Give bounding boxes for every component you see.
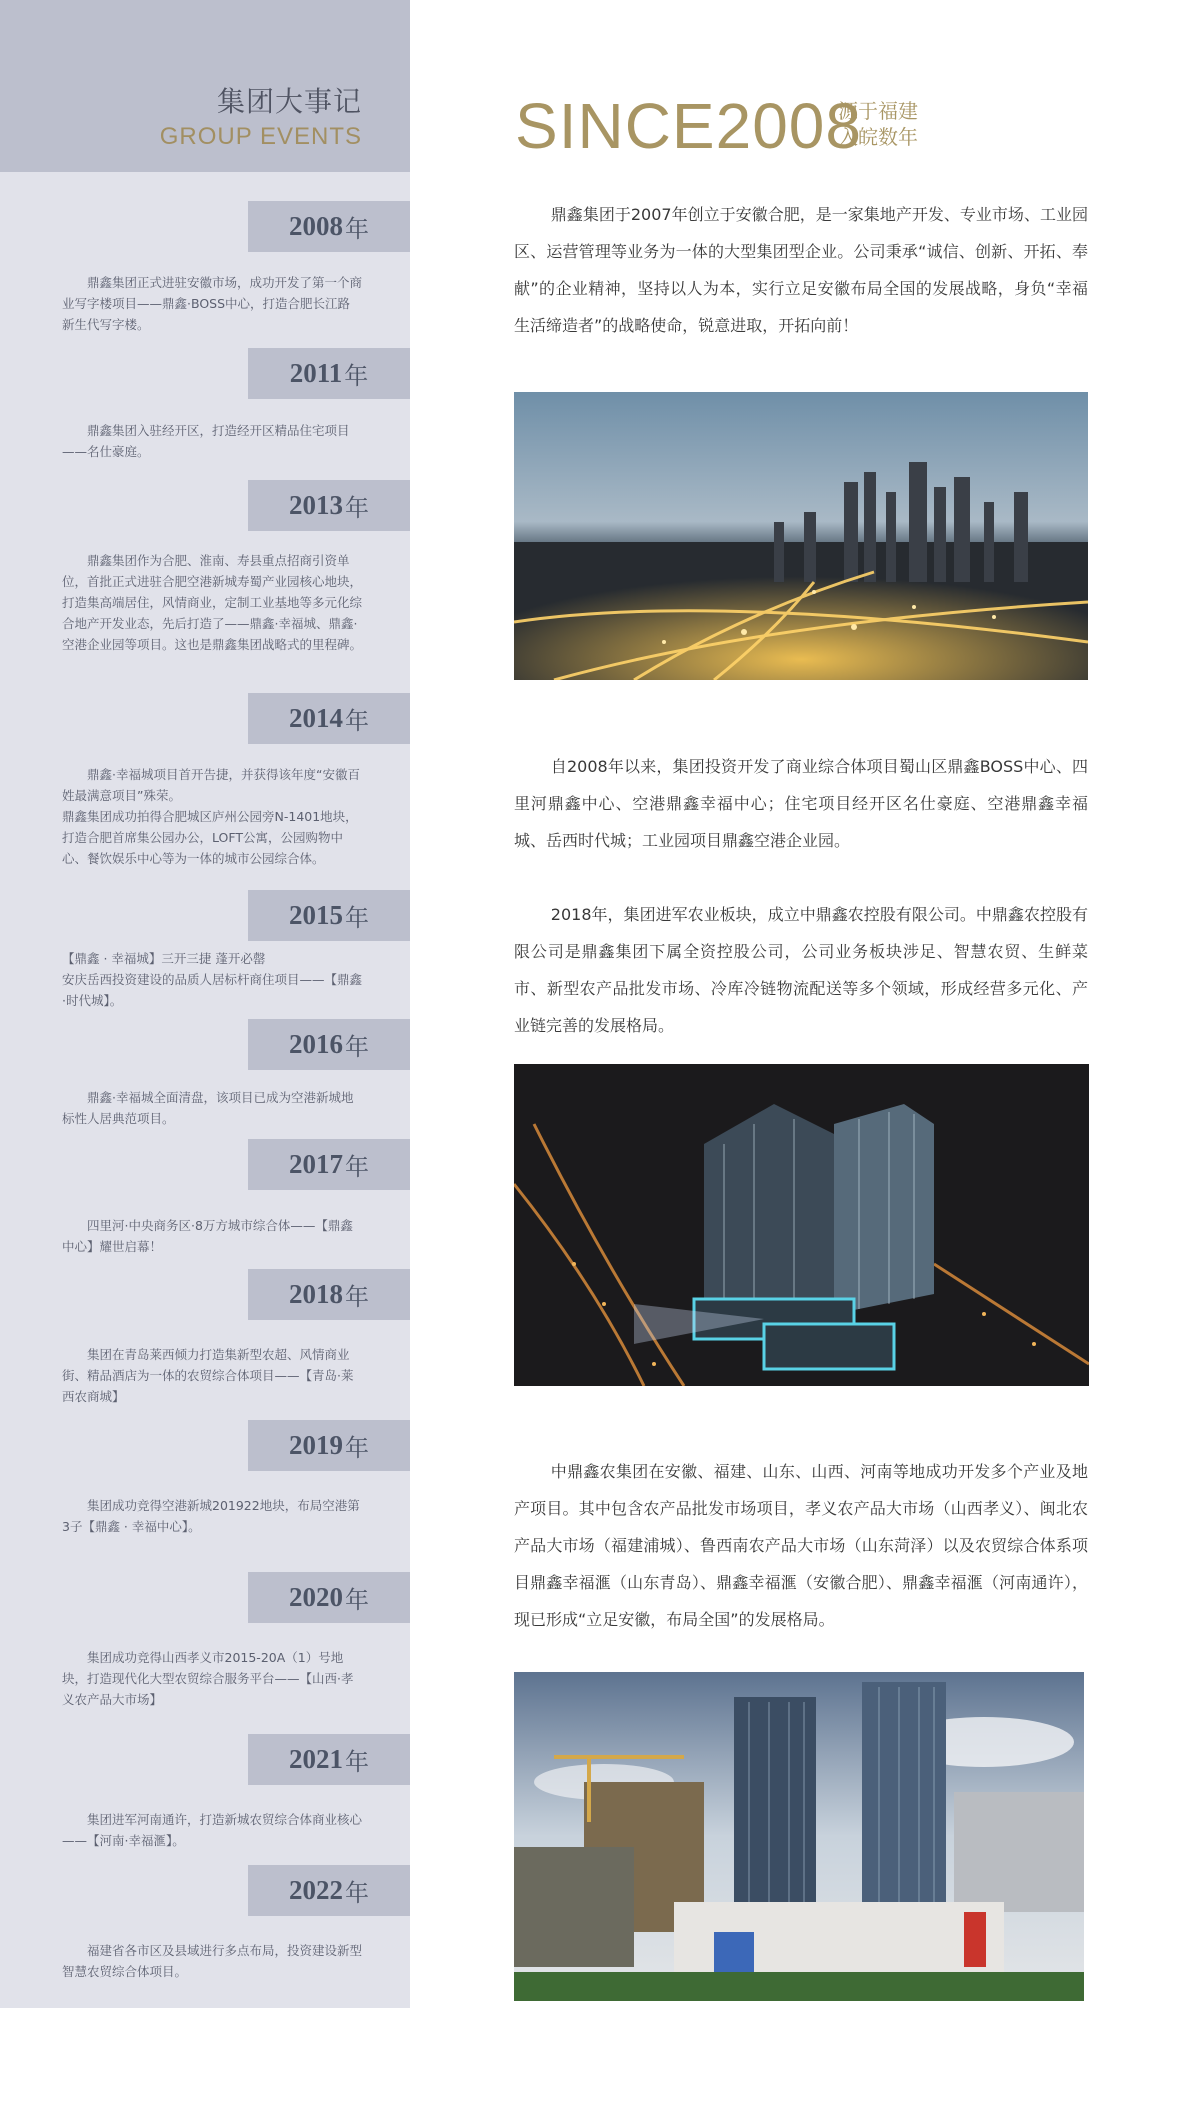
year-label: 2015 xyxy=(289,900,343,930)
tower-day-photo xyxy=(514,1672,1084,2001)
year-tab-2011 xyxy=(248,348,410,399)
year-suffix: 年 xyxy=(345,1033,369,1061)
year-suffix: 年 xyxy=(344,362,369,390)
year-label: 2017 xyxy=(289,1149,343,1179)
year-tab-2015 xyxy=(248,890,410,941)
year-tab-2022 xyxy=(248,1865,410,1916)
year-label: 2020 xyxy=(289,1582,343,1612)
events-sidebar xyxy=(0,0,410,2008)
year-tab-2013 xyxy=(248,480,410,531)
year-label: 2008 xyxy=(289,211,343,241)
year-tab-2018 xyxy=(248,1269,410,1320)
year-tab-2014 xyxy=(248,693,410,744)
agriculture-paragraph: 2018年，集团进军农业板块，成立中鼎鑫农控股有限公司。中鼎鑫农控股有限公司是鼎鑫集团下属全资控股公司，公司业务板块涉足、智慧农贸、生鲜菜市、新型农产品批发市场、冷库冷链物流配送等多个领域，形成经营多元化、产业链完善的发展格局。 xyxy=(514,905,1088,1035)
event-text-2017: 四里河·中央商务区·8万方城市综合体——【鼎鑫中心】耀世启幕！ xyxy=(62,1218,353,1254)
event-text-2016: 鼎鑫·幸福城全面清盘，该项目已成为空港新城地标性人居典范项目。 xyxy=(62,1090,354,1126)
year-suffix: 年 xyxy=(345,1153,369,1181)
year-suffix: 年 xyxy=(345,494,369,522)
event-text-2008: 鼎鑫集团正式进驻安徽市场，成功开发了第一个商业写字楼项目——鼎鑫·BOSS中心，打造合肥长江路新生代写字楼。 xyxy=(62,275,363,332)
history-paragraph: 自2008年以来，集团投资开发了商业综合体项目蜀山区鼎鑫BOSS中心、四里河鼎鑫中心、空港鼎鑫幸福中心；住宅项目经开区名仕豪庭、空港鼎鑫幸福城、岳西时代城；工业园项目鼎鑫空港企业园。 xyxy=(514,757,1088,850)
since-heading: SINCE2008 xyxy=(515,90,862,162)
regions-paragraph: 中鼎鑫农集团在安徽、福建、山东、山西、河南等地成功开发多个产业及地产项目。其中包含农产品批发市场项目，孝义农产品大市场（山西孝义）、闽北农产品大市场（福建浦城）、鲁西南农产品大市场（山东菏泽）以及农贸综合体系项目鼎鑫幸福滙（山东青岛）、鼎鑫幸福滙（安徽合肥）、鼎鑫幸福滙（河南通许），现已形成“立足安徽，布局全国”的发展格局。 xyxy=(514,1462,1088,1629)
year-label: 2016 xyxy=(289,1029,343,1059)
city-night-photo xyxy=(514,392,1088,680)
sidebar-subtitle: GROUP EVENTS xyxy=(159,123,362,150)
year-suffix: 年 xyxy=(345,1434,369,1462)
year-suffix: 年 xyxy=(345,1283,369,1311)
year-label: 2019 xyxy=(289,1430,343,1460)
since-subtitle: 源于福建 入皖数年 xyxy=(838,99,918,149)
event-text-2014: 鼎鑫·幸福城项目首开告捷，并获得该年度“安徽百姓最满意项目”殊荣。 鼎鑫集团成功拍得合肥城区庐州公园旁N-1401地块，打造合肥首席集公园办公，LOFT公寓，公园购物中心、餐饮娱乐中心等为一体的城市公园综合体。 xyxy=(62,767,360,866)
intro-paragraph: 鼎鑫集团于2007年创立于安徽合肥，是一家集地产开发、专业市场、工业园区、运营管理等业务为一体的大型集团型企业。公司秉承“诚信、创新、开拓、奉献”的企业精神，坚持以人为本，实行立足安徽布局全国的发展战略，身负“幸福生活缔造者”的战略使命，锐意进取，开拓向前！ xyxy=(514,205,1088,335)
event-text-2018: 集团在青岛莱西倾力打造集新型农超、风情商业街、精品酒店为一体的农贸综合体项目——【青岛·莱西农商城】 xyxy=(62,1347,354,1404)
year-label: 2013 xyxy=(289,490,343,520)
year-tab-2019 xyxy=(248,1420,410,1471)
year-label: 2014 xyxy=(289,703,343,733)
year-suffix: 年 xyxy=(345,1586,369,1614)
year-label: 2021 xyxy=(289,1744,343,1774)
event-text-2019: 集团成功竞得空港新城201922地块，布局空港第3子【鼎鑫 · 幸福中心】。 xyxy=(62,1498,360,1534)
year-label: 2022 xyxy=(289,1875,343,1905)
year-label: 2018 xyxy=(289,1279,343,1309)
event-text-2015: 【鼎鑫 · 幸福城】三开三捷 蓬开必罄 安庆岳西投资建设的品质人居标杆商住项目——【鼎鑫·时代城】。 xyxy=(62,951,363,1008)
event-text-2013: 鼎鑫集团作为合肥、淮南、寿县重点招商引资单位，首批正式进驻合肥空港新城寿蜀产业园核心地块，打造集高端居住，风情商业，定制工业基地等多元化综合地产开发业态，先后打造了——鼎鑫·幸福城、鼎鑫·空港企业园等项目。这也是鼎鑫集团战略式的里程碑。 xyxy=(62,553,363,652)
year-suffix: 年 xyxy=(345,707,369,735)
year-suffix: 年 xyxy=(345,215,369,243)
year-tab-2016 xyxy=(248,1019,410,1070)
year-tab-2020 xyxy=(248,1572,410,1623)
year-tab-2021 xyxy=(248,1734,410,1785)
year-label: 2011 xyxy=(289,358,343,388)
year-tab-2008 xyxy=(248,201,410,252)
sidebar-header xyxy=(0,0,410,172)
year-suffix: 年 xyxy=(345,1879,369,1907)
event-text-2020: 集团成功竞得山西孝义市2015-20A（1）号地块，打造现代化大型农贸综合服务平台——【山西·孝义农产品大市场】 xyxy=(62,1650,354,1707)
event-text-2011: 鼎鑫集团入驻经开区，打造经开区精品住宅项目——名仕豪庭。 xyxy=(62,423,350,459)
sidebar-title: 集团大事记 xyxy=(216,85,362,118)
year-suffix: 年 xyxy=(345,1748,369,1776)
event-text-2021: 集团进军河南通许，打造新城农贸综合体商业核心——【河南·幸福滙】。 xyxy=(62,1812,363,1848)
tower-night-photo xyxy=(514,1064,1089,1386)
year-suffix: 年 xyxy=(345,904,369,932)
event-text-2022: 福建省各市区及县域进行多点布局，投资建设新型智慧农贸综合体项目。 xyxy=(62,1943,363,1979)
year-tab-2017 xyxy=(248,1139,410,1190)
